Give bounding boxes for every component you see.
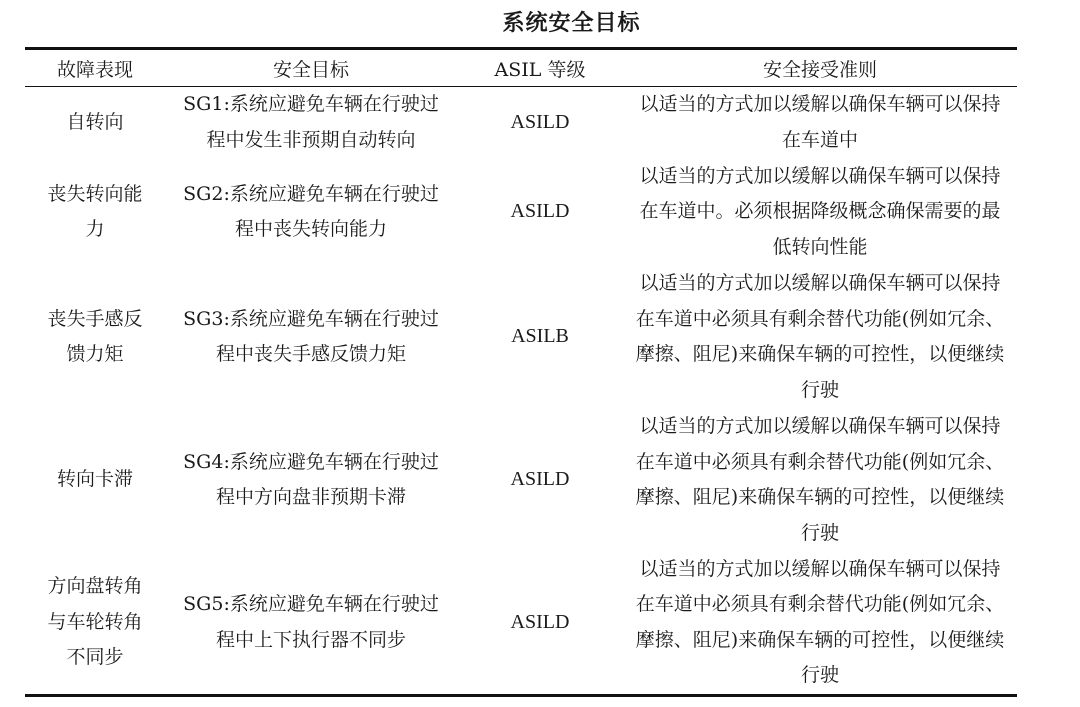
criteria-text: 以适当的方式加以缓解以确保车辆可以保持在车道中必须具有剩余替代功能(例如冗余、摩擦、阻尼)来确保车辆的可控性，以便继续行驶 — [635, 272, 1005, 401]
cell-criteria — [623, 159, 1017, 266]
cell-criteria — [623, 87, 1017, 159]
table-row — [25, 159, 1017, 266]
header-goal: 安全目标 — [272, 58, 349, 81]
cell-criteria — [623, 266, 1017, 409]
goal-text: SG4:系统应避免车辆在行驶过程中方向盘非预期卡滞 — [183, 450, 439, 508]
cell-asil: ASILD — [510, 468, 570, 491]
fault-text: 自转向 — [66, 111, 124, 133]
header-row — [25, 49, 1017, 87]
criteria-text: 以适当的方式加以缓解以确保车辆可以保持在车道中必须具有剩余替代功能(例如冗余、摩擦、阻尼)来确保车辆的可控性，以便继续行驶 — [635, 557, 1005, 686]
cell-fault — [25, 552, 165, 696]
goal-text: SG3:系统应避免车辆在行驶过程中丧失手感反馈力矩 — [183, 307, 439, 365]
table-header — [25, 49, 1017, 87]
cell-asil: ASILB — [511, 325, 569, 348]
cell-asil: ASILD — [510, 111, 570, 133]
table-row — [25, 409, 1017, 552]
goal-text: SG5:系统应避免车辆在行驶过程中上下执行器不同步 — [183, 593, 439, 651]
criteria-text: 以适当的方式加以缓解以确保车辆可以保持在车道中必须具有剩余替代功能(例如冗余、摩擦、阻尼)来确保车辆的可控性，以便继续行驶 — [635, 415, 1005, 544]
cell-fault — [25, 87, 165, 159]
cell-fault — [25, 409, 165, 552]
criteria-text: 以适当的方式加以缓解以确保车辆可以保持在车道中 — [639, 93, 1001, 151]
cell-goal — [165, 159, 457, 266]
cell-criteria — [623, 552, 1017, 696]
cell-goal — [165, 87, 457, 159]
cell-fault — [25, 266, 165, 409]
goal-text: SG1:系统应避免车辆在行驶过程中发生非预期自动转向 — [183, 93, 439, 151]
cell-criteria — [623, 409, 1017, 552]
cell-goal — [165, 409, 457, 552]
table-row — [25, 266, 1017, 409]
fault-text: 转向卡滞 — [56, 468, 133, 491]
fault-text: 丧失手感反馈力矩 — [47, 307, 143, 365]
table-title: 系统安全目标 — [502, 11, 641, 36]
header-fault: 故障表现 — [56, 58, 133, 81]
table-row — [25, 552, 1017, 696]
table-row — [25, 87, 1017, 159]
goal-text: SG2:系统应避免车辆在行驶过程中丧失转向能力 — [183, 182, 439, 240]
table-body — [25, 87, 1017, 696]
safety-goals-table — [25, 47, 1017, 697]
criteria-text: 以适当的方式加以缓解以确保车辆可以保持在车道中。必须根据降级概念确保需要的最低转向性能 — [639, 164, 1001, 258]
cell-asil: ASILD — [510, 200, 570, 223]
header-asil: ASIL 等级 — [494, 58, 586, 81]
cell-asil: ASILD — [510, 610, 570, 633]
cell-goal — [165, 552, 457, 696]
fault-text: 方向盘转角与车轮转角不同步 — [47, 575, 143, 669]
cell-fault — [25, 159, 165, 266]
fault-text: 丧失转向能力 — [47, 182, 143, 240]
header-criteria: 安全接受准则 — [762, 58, 877, 81]
cell-goal — [165, 266, 457, 409]
